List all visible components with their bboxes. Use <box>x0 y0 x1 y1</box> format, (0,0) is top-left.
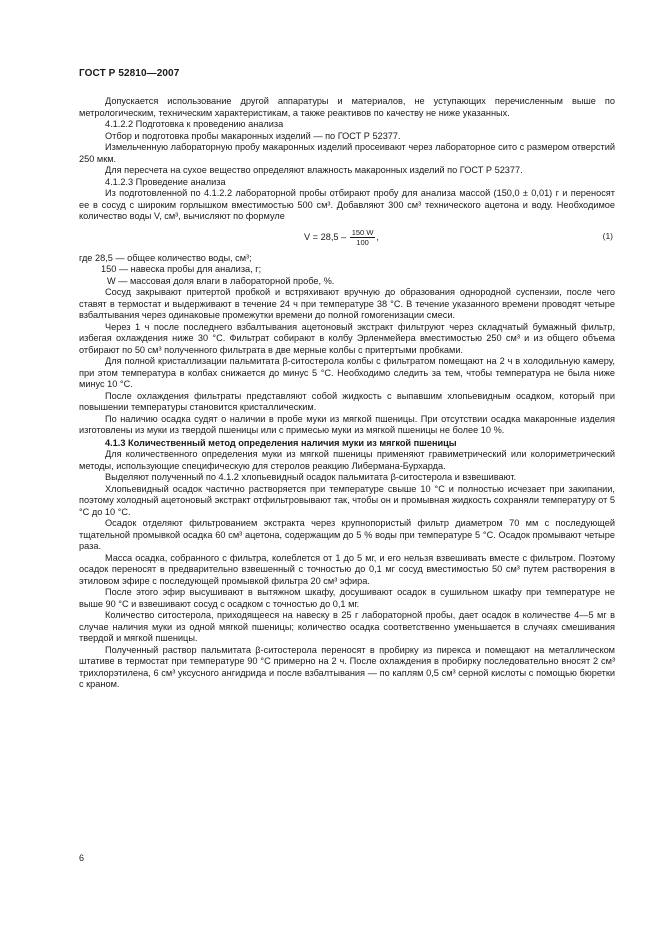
paragraph: Отбор и подготовка пробы макаронных изделий — по ГОСТ Р 52377. <box>105 130 401 141</box>
paragraph: Измельченную лабораторную пробу макаронных изделий просеивают через лабораторное сито с размером отверстий 250 мкм. <box>79 142 615 164</box>
paragraph: Осадок отделяют фильтрованием экстракта через крупнопористый фильтр диаметром 70 мм с последующей тщательной промывкой осадка 60 см³ ацетона, содержащим до 5 % воды при температуре 5 °C. Осадок промывают четыре раза. <box>79 518 615 551</box>
paragraph: Сосуд закрывают притертой пробкой и встряхивают вручную до образования однородной суспензии, после чего ставят в термостат и выдерживают в течение 24 ч при температуре 38 °C. В течение указанного времени проводят четыре взбалтывания через одинаковые промежутки времени до полной гомогенизации смеси. <box>79 287 615 320</box>
subsection-heading-4-1-2-3: 4.1.2.3 Проведение анализа <box>105 176 226 187</box>
where-item: где 28,5 — общее количество воды, см³; <box>79 252 252 263</box>
formula-lhs: V = 28,5 – <box>304 231 347 242</box>
paragraph: Масса осадка, собранного с фильтра, колеблется от 1 до 5 мг, и его нельзя взвешивать вместе с фильтром. Поэтому осадок переносят в предварительно взвешенный с точностью до 0,1 мг сосуд вместимостью 50 см³ путем растворения в этиловом эфире с последующей промывкой фильтра 20 см³ эфира. <box>79 552 615 586</box>
formula-number: (1) <box>602 230 613 241</box>
document-code-header: ГОСТ Р 52810—2007 <box>79 68 180 79</box>
formula-numerator: 150 W <box>351 227 374 237</box>
paragraph: Выделяют полученный по 4.1.2 хлопьевидный осадок пальмитата β-ситостерола и взвешивают. <box>105 472 517 482</box>
paragraph: После охлаждения фильтраты представляют собой жидкость с выпавшим хлопьевидным осадком, который при повышении температуры становится кристаллическим. <box>79 390 615 412</box>
paragraph: Для пересчета на сухое вещество определяют влажность макаронных изделий по ГОСТ Р 52377. <box>105 165 523 175</box>
paragraph: Для полной кристаллизации пальмитата β-ситостерола колбы с фильтратом помещают на 2 ч в холодильную камеру, при этом температура в колбах снижается до минус 5 °C. Необходимо следить за тем, чтобы температура не была ниже минус 10 °C. <box>79 356 615 389</box>
paragraph: Полученный раствор пальмитата β-ситостерола переносят в пробирку из пирекса и помещают на металлическом штативе в термостат при температуре 90 °C примерно на 2 ч. После охлаждения в пробирку последовательно вносят 2 см³ трихлорэтилена, 6 см³ уксусного ангидрида и после взбалтывания — по каплям 0,5 см³ серной кислоты с помощью бюретки с краном. <box>79 644 615 689</box>
paragraph: Через 1 ч после последнего взбалтывания ацетоновый экстракт фильтруют через складчатый бумажный фильтр, избегая охлаждения ниже 30 °C. Фильтрат собирают в колбу Эрленмейера вместимостью 250 см³ и из общего объема отбирают по 50 см³ полученного фильтрата в две мерные колбы с притертыми пробками. <box>79 321 615 355</box>
paragraph: Допускается использование другой аппаратуры и материалов, не уступающих перечисленным выше по метрологическим, техническим характеристикам, а также реактивов по качеству не ниже указанных. <box>79 96 615 118</box>
formula-expression <box>304 228 379 247</box>
paragraph: По наличию осадка судят о наличии в пробе муки из мягкой пшеницы. При отсутствии осадка макаронные изделия изготовлены из муки из твердой пшеницы или с примесью муки из мягкой пшеницы не более 10 %. <box>79 413 615 435</box>
formula-tail: , <box>376 231 379 242</box>
formula-fraction <box>350 228 376 247</box>
paragraph: Для количественного определения муки из мягкой пшеницы применяют гравиметрический или колориметрический методы, использующие специфическую для стеролов реакцию Либермана-Бурхарда. <box>79 449 615 471</box>
section-heading-4-1-3: 4.1.3 Количественный метод определения наличия муки из мягкой пшеницы <box>105 437 457 448</box>
subsection-heading-4-1-2-2: 4.1.2.2 Подготовка к проведению анализа <box>105 119 284 129</box>
paragraph: Количество ситостерола, приходящееся на навеску в 25 г лабораторной пробы, дает осадок в количестве 4—5 мг в случае наличия муки из одной мягкой пшеницы; количество осадка соответственно уменьшается в случаях смешивания твердой и мягкой пшеницы. <box>79 610 615 643</box>
formula-denominator: 100 <box>356 237 369 247</box>
document-body <box>79 96 615 691</box>
page-number: 6 <box>79 853 85 863</box>
formula-1 <box>79 225 615 249</box>
where-item: W — массовая доля влаги в лабораторной пробе, %. <box>107 275 335 286</box>
paragraph: После этого эфир высушивают в вытяжном шкафу, досушивают осадок в сушильном шкафу при температуре не выше 90 °C и взвешивают сосуд с осадком с точностью до 0,1 мг. <box>79 587 615 609</box>
where-item: 150 — навеска пробы для анализа, г; <box>101 264 262 274</box>
paragraph: Хлопьевидный осадок частично растворяется при температуре свыше 10 °C и полностью исчезает при закипании, поэтому холодный ацетоновый экстракт отфильтровывают так, чтобы он и промывная жидкость сохраняли температуру от 5 °C до 10 °C. <box>79 483 615 517</box>
paragraph: Из подготовленной по 4.1.2.2 лабораторной пробы отбирают пробу для анализа массой (150,0 ± 0,01) г и переносят ее в сосуд с широким горлышком вместимостью 500 см³. Добавляют 300 см³ технического ацетона и воду. Необходимое количество воды V, см³, вычисляют по формуле <box>79 188 615 221</box>
